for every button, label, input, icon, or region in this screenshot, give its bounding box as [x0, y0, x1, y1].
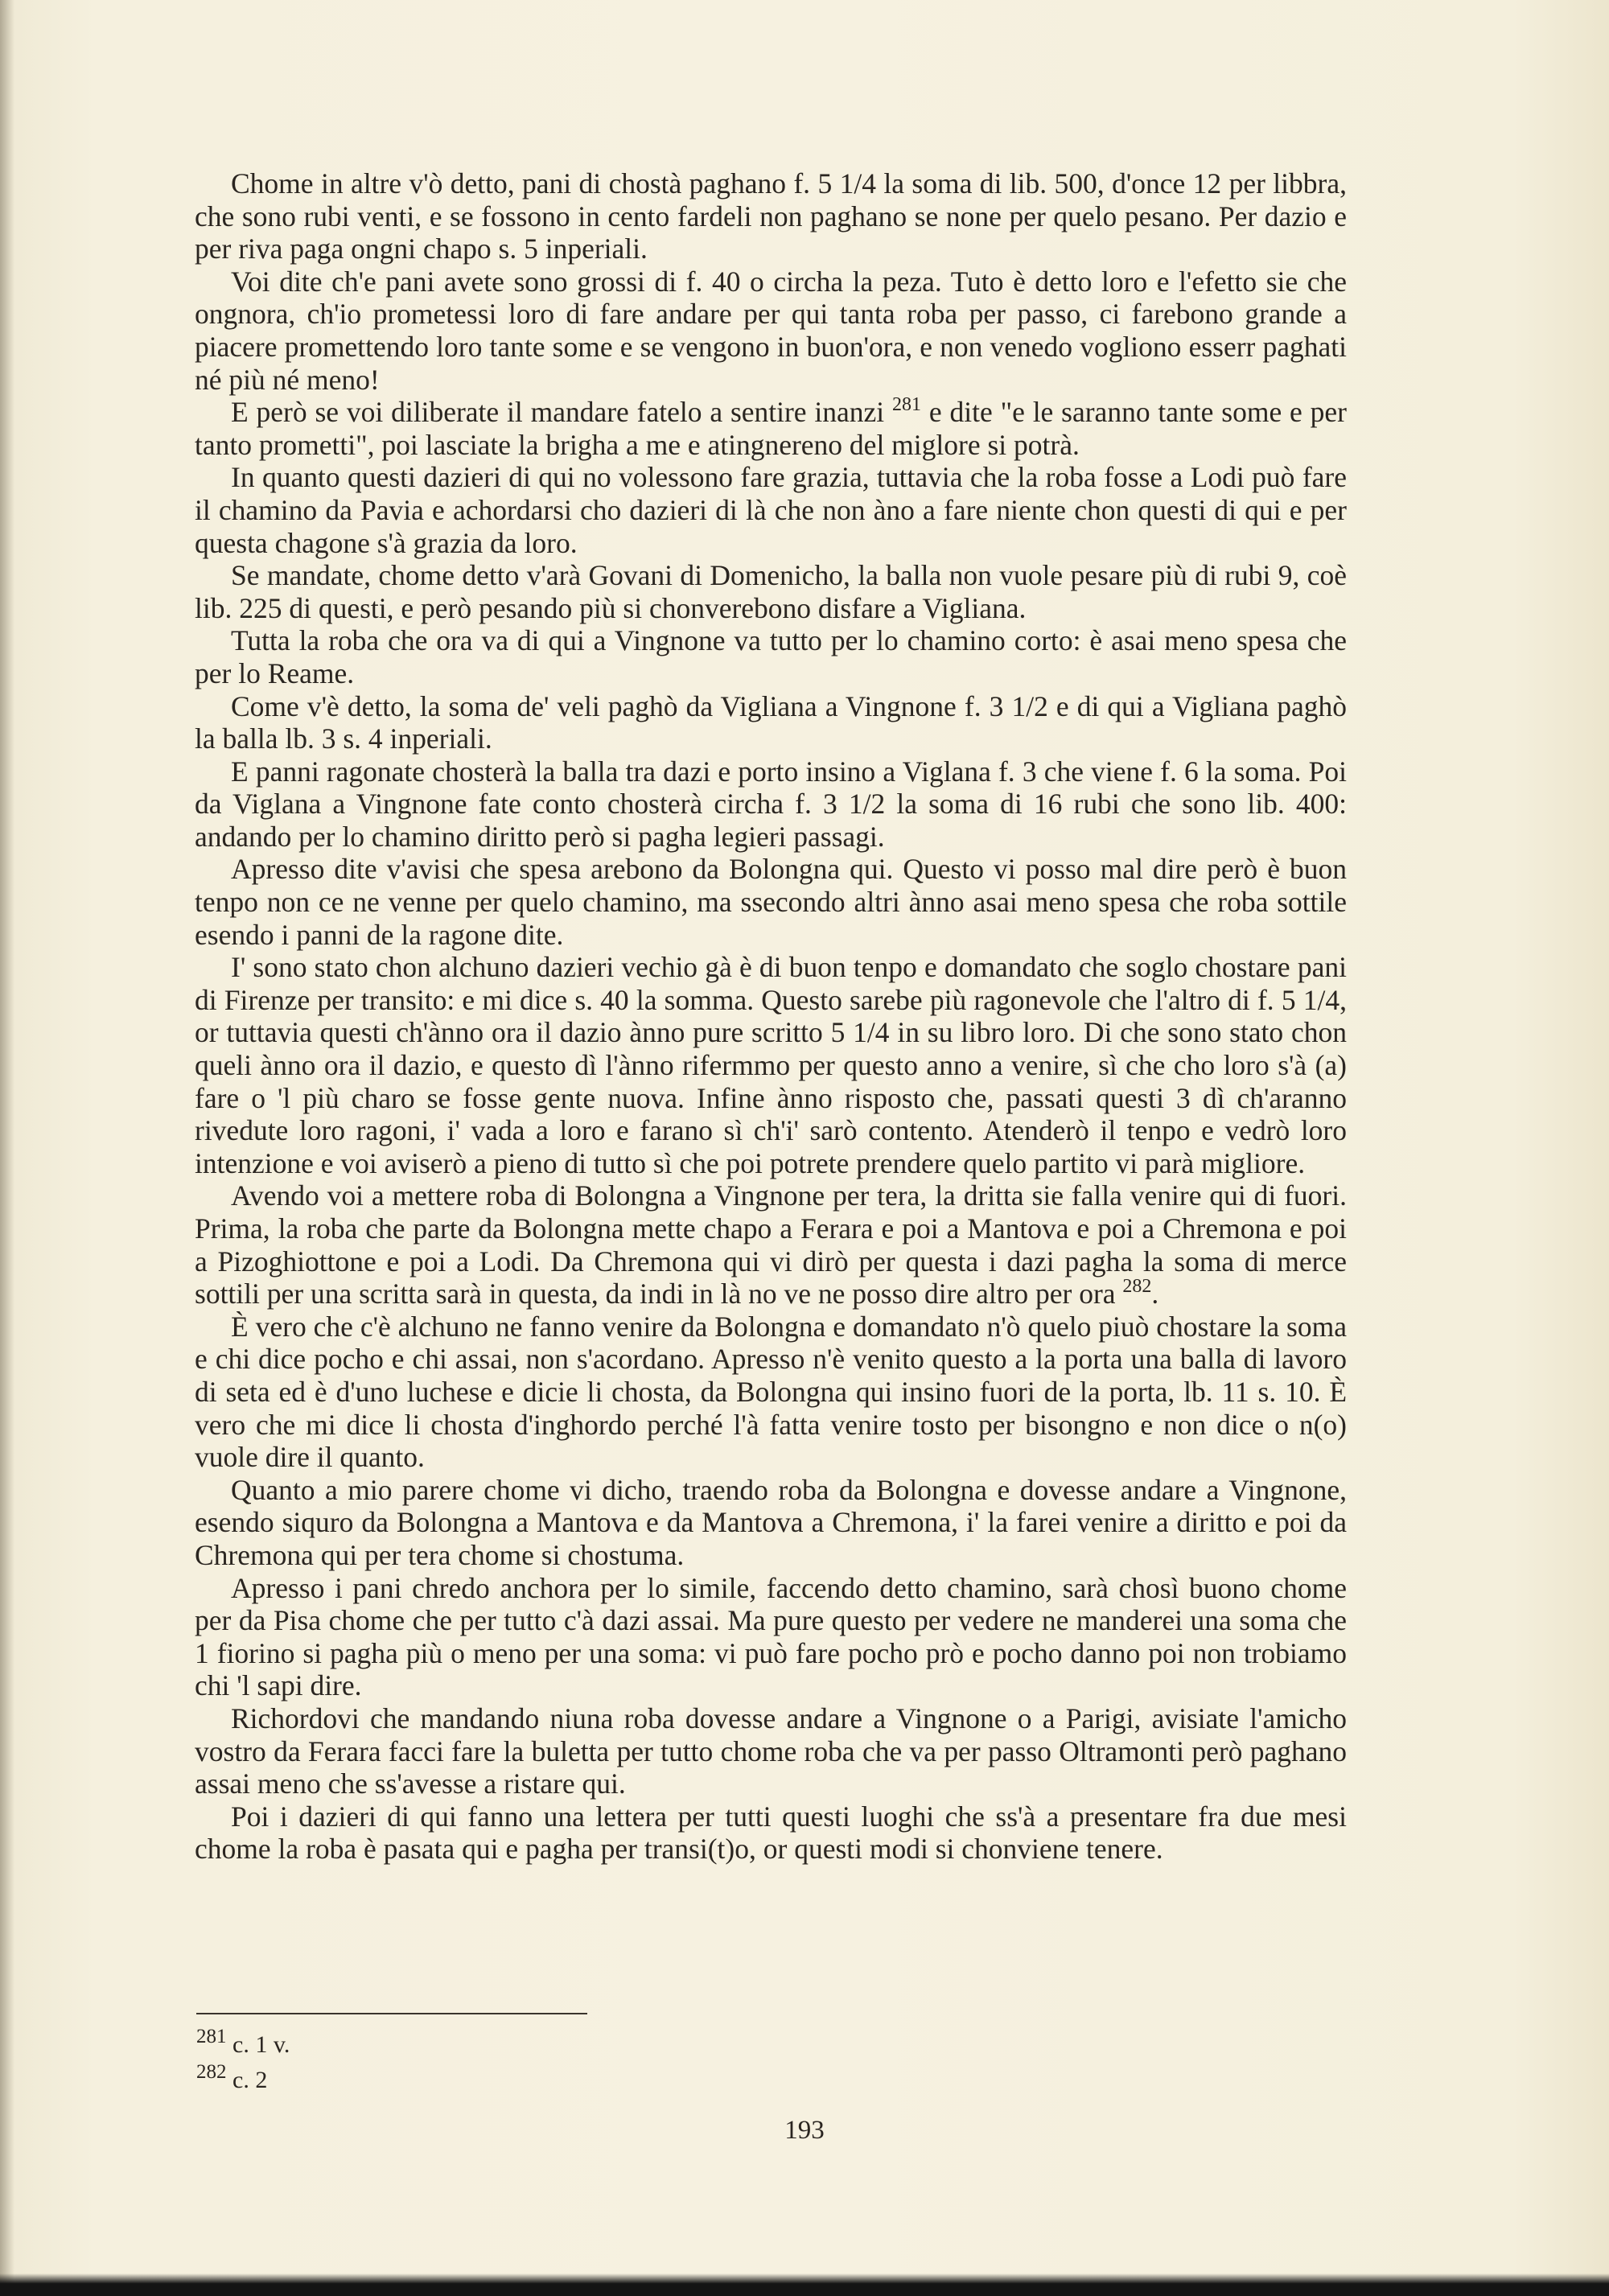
paragraph: Se mandate, chome detto v'arà Govani di Domenicho, la balla non vuole pesare più di rubi 9, coè lib. 225 di questi, e però pesando più si chonverebono disfare a Vigliana. — [195, 559, 1347, 624]
paragraph: Richordovi che mandando niuna roba dovesse andare a Vingnone o a Parigi, avisiate l'amicho vostro da Ferara facci fare la buletta per tutto chome roba che va per passo Oltramonti però paghano assai meno che ss'avesse a ristare qui. — [195, 1701, 1347, 1800]
footnote-divider — [196, 2013, 587, 2014]
footnote-ref-281[interactable]: 281 — [892, 394, 922, 416]
paragraph: Apresso i pani chredo anchora per lo simile, faccendo detto chamino, sarà chosì buono chome per da Pisa chome che per tutto c'à dazi assai. Ma pure questo per vedere ne manderei una soma che 1 fiorino si pagha più o meno per una soma: vi può fare pocho prò e pocho danno poi non trobiamo chi 'l sapi dire. — [195, 1571, 1347, 1702]
paragraph: Come v'è detto, la soma de' veli paghò da Vigliana a Vingnone f. 3 1/2 e di qui a Vigliana paghò la balla lb. 3 s. 4 inperiali. — [195, 689, 1347, 755]
main-text — [195, 167, 1347, 1866]
footnote-ref-282[interactable]: 282 — [1122, 1276, 1152, 1298]
paragraph: Voi dite ch'e pani avete sono grossi di f. 40 o circha la peza. Tuto è detto loro e l'efetto sie che ongnora, ch'io prometessi loro di fare andare per qui tanta roba per passo, ci farebono grande a piacere promettendo loro tante some e se vengono in buon'ora, e non venedo vogliono esserr paghati né più né meno! — [195, 265, 1347, 396]
paragraph: Chome in altre v'ò detto, pani di chostà paghano f. 5 1/4 la soma di lib. 500, d'once 12 per libbra, che sono rubi venti, e se fossono in cento fardeli non paghano se none per quelo pesano. Per dazio e per riva paga ongni chapo s. 5 inperiali. — [195, 167, 1347, 265]
paragraph: Avendo voi a mettere roba di Bolongna a Vingnone per tera, la dritta sie falla venire qui di fuori. Prima, la roba che parte da Bolongna mette chapo a Ferara e poi a Mantova e poi a Chremona e poi a Pizoghiottone e poi a Lodi. Da Chremona qui vi dirò per questa i dazi pagha la soma di merce sottili per una scritta sarà in questa, da indi in là no ve ne posso dire altro per ora $^{282}$. — [195, 1179, 1347, 1311]
paragraph: Quanto a mio parere chome vi dicho, traendo roba da Bolongna e dovesse andare a Vingnone, esendo siquro da Bolongna a Mantova e da Mantova a Chremona, i' la farei venire a diritto e poi da Chremona qui per tera chome si chostuma. — [195, 1473, 1347, 1571]
paragraph: E però se voi diliberate il mandare fatelo a sentire inanzi $^{281}$ e dite "e le saranno tante some e per tanto prometti", poi lasciate la brigha a me e atingnereno del miglore si potrà. — [195, 394, 1347, 461]
spine-shadow — [0, 0, 14, 2296]
footnotes — [196, 2027, 290, 2098]
paragraph: In quanto questi dazieri di qui no volessono fare grazia, tuttavia che la roba fosse a Lodi può fare il chamino da Pavia e achordarsi cho dazieri di là che non àno a fare niente chon questi di qui e per questa chagone s'à grazia da loro. — [195, 461, 1347, 559]
paragraph: E panni ragonate chosterà la balla tra dazi e porto insino a Viglana f. 3 che viene f. 6 la soma. Poi da Viglana a Vingnone fate conto chosterà circha f. 3 1/2 la soma di 16 rubi che sono lib. 400: andando per lo chamino diritto però si pagha legieri passagi. — [195, 755, 1347, 853]
footnote-281: $^{281}$ c. 1 v. — [196, 2026, 290, 2058]
paragraph: È vero che c'è alchuno ne fanno venire da Bolongna e domandato n'ò quelo piuò chostare la soma e chi dice pocho e chi assai, non s'acordano. Apresso n'è venito questo a la porta una balla di lavoro di seta ed è d'uno luchese e dicie li chosta, da Bolongna qui insino fuori de la porta, lb. 11 s. 10. È vero che mi dice li chosta d'inghordo perché l'à fatta venire tosto per bisongno e non dice o n(o) vuole dire il quanto. — [195, 1310, 1347, 1474]
page-number: 193 — [784, 2116, 825, 2145]
scan-bottom-edge — [0, 2273, 1609, 2296]
paragraph: Tutta la roba che ora va di qui a Vingnone va tutto per lo chamino corto: è asai meno spesa che per lo Reame. — [195, 624, 1347, 689]
footnote-282: $^{282}$ c. 2 — [196, 2061, 268, 2093]
paragraph: Apresso dite v'avisi che spesa arebono da Bolongna qui. Questo vi posso mal dire però è buon tenpo non ce ne venne per quelo chamino, ma ssecondo altri ànno asai meno spesa che roba sottile esendo i panni de la ragone dite. — [195, 853, 1347, 951]
paragraph: I' sono stato chon alchuno dazieri vechio gà è di buon tenpo e domandato che soglo chostare pani di Firenze per transito: e mi dice s. 40 la somma. Questo sarebe più ragonevole che l'altro di f. 5 1/4, or tuttavia questi ch'ànno ora il dazio ànno pure scritto 5 1/4 in su libro loro. Di che sono stato chon queli ànno ora il dazio, e questo dì l'ànno rifermmo per questo anno a venire, sì che cho loro s'à (a) fare o 'l più charo se fosse gente nuova. Infine ànno risposto che, passati questi 3 dì ch'aranno rivedute loro ragoni, i' vada a loro e farano sì ch'i' sarò contento. Atenderò il tenpo e vedrò loro intenzione e voi aviserò a pieno di tutto sì che poi potrete prendere quelo partito vi parà migliore. — [195, 951, 1347, 1179]
paragraph: Poi i dazieri di qui fanno una lettera per tutti questi luoghi che ss'à a presentare fra due mesi chome la roba è pasata qui e pagha per transi(t)o, or questi modi si chonviene tenere. — [195, 1800, 1347, 1866]
